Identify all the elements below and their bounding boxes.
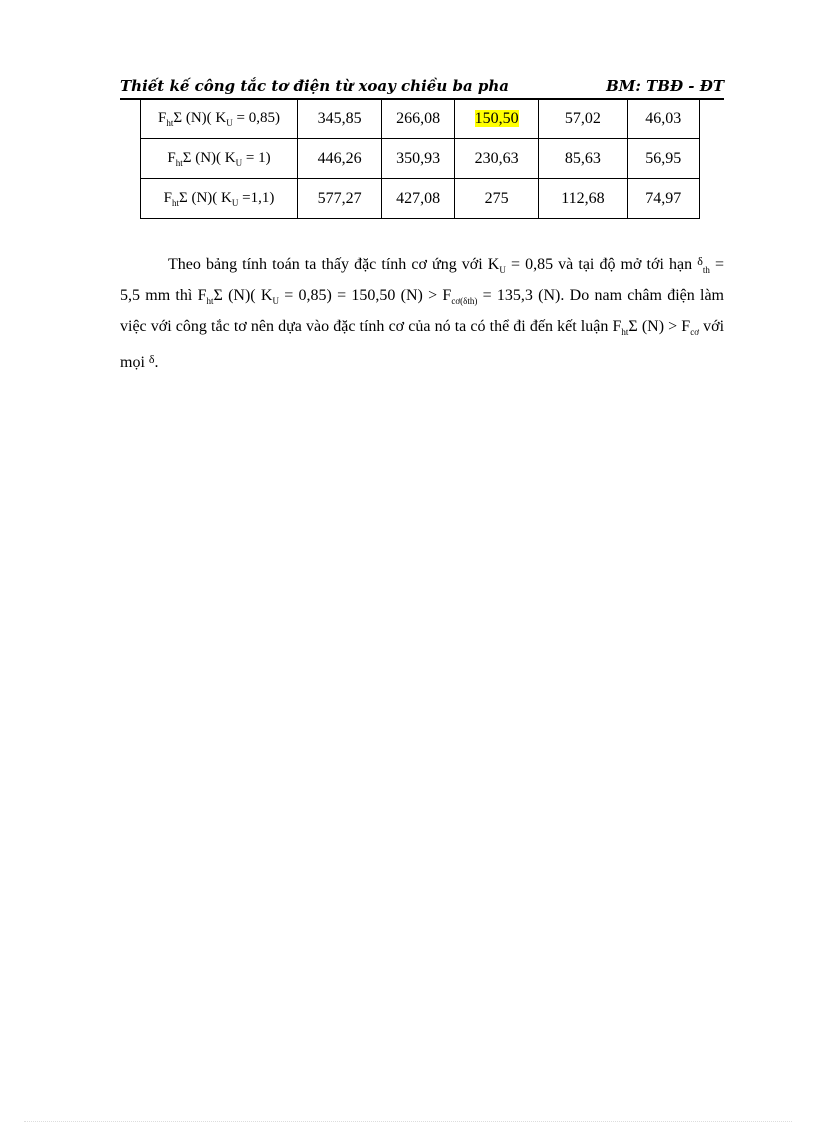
table-cell: 266,08 [382,99,455,139]
table-cell: 446,26 [297,139,381,179]
page-header [120,76,724,100]
table-cell: 230,63 [454,139,538,179]
table-cell: 85,63 [539,139,627,179]
table-row [141,139,700,179]
force-table [140,98,700,219]
delta-symbol: δ [148,351,155,366]
table-row [141,99,700,139]
table-cell: 350,93 [382,139,455,179]
header-title: Thiết kế công tắc tơ điện từ xoay chiều ba pha [120,77,510,95]
row-label: $F_{ht}\Sigma$ (N)( $K_U =1,1$) [141,179,298,219]
row-label: $F_{ht}\Sigma$ (N)( $K_U = 0,85$) [141,99,298,139]
table-cell: 577,27 [297,179,381,219]
table-cell: 74,97 [627,179,699,219]
table-cell: 56,95 [627,139,699,179]
delta-symbol: δ [697,254,703,268]
table-cell: 427,08 [382,179,455,219]
paragraph-text: Theo bảng tính toán ta thấy đặc tính cơ ứng với $K_U = 0,85$ và tại độ mở tới hạn $^\delta_{th}$ = 5,5 mm thì $F_{ht}\Sigma$ (N)( $K_U = 0,85) = 150,50$ $(N) > F_{cơ(\delta th)} = 135,3$ (N). Do nam châm điện làm việc với công tắc tơ nên dựa vào đặc tính cơ của nó ta có thể đi đến kết luận $F_{ht}\Sigma$ $(N) > F_{cơ}$ với mọi $^\delta$. [120,254,725,371]
table-row [141,179,700,219]
row-label: $F_{ht}\Sigma$ (N)( $K_U = 1$) [141,139,298,179]
table-cell: 46,03 [627,99,699,139]
header-department: BM: TBĐ - ĐT [606,77,724,95]
table-cell: 112,68 [539,179,627,219]
page-edge [24,1121,792,1122]
table-cell [454,99,538,139]
table-cell: 57,02 [539,99,627,139]
body-paragraph [120,248,724,376]
table-cell: 345,85 [297,99,381,139]
highlighted-value: 150,50 [474,109,519,127]
table-cell: 275 [454,179,538,219]
